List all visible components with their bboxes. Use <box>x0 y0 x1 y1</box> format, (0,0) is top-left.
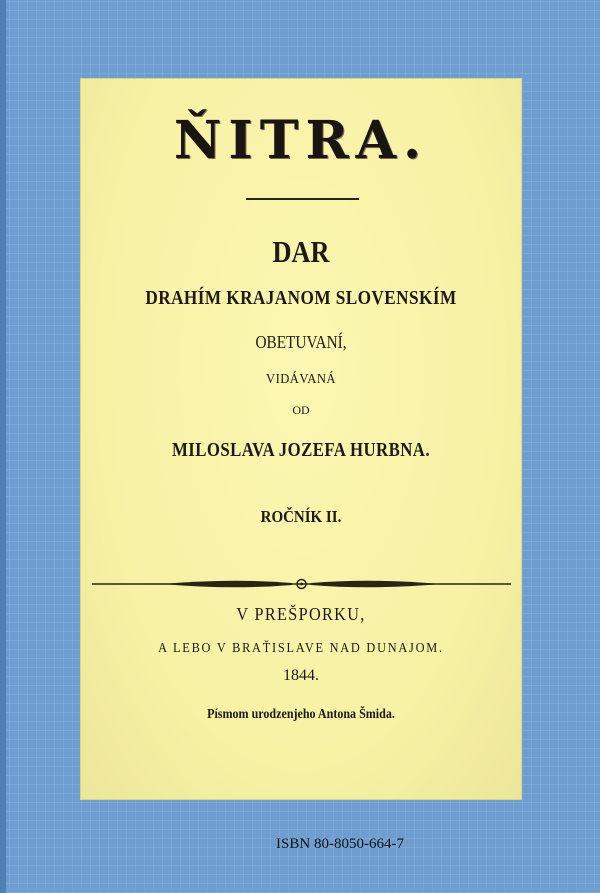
place-alternate: A LEBO V BRAŤISLAVE NAD DUNAJOM. <box>158 641 444 656</box>
title-page <box>81 79 521 799</box>
line-obetuvani: OBETUVANÍ, <box>255 332 347 352</box>
isbn-number: ISBN 80-8050-664-7 <box>276 836 404 852</box>
line-dedication: DRAHÍM KRAJANOM SLOVENSKÍM <box>145 287 457 309</box>
book-title: ŇITRA. <box>173 110 429 171</box>
volume-number: ROČNÍK II. <box>260 507 342 526</box>
title-divider <box>246 198 359 200</box>
author-name: MILOSLAVA JOZEFA HURBNA. <box>172 439 430 461</box>
cover-spine-edge <box>0 0 6 893</box>
publication-year: 1844. <box>283 667 319 684</box>
printer-line: Písmom urodzenjeho Antona Šmida. <box>207 707 395 722</box>
ornamental-divider <box>92 575 511 593</box>
line-vidavana: VIDÁVANÁ <box>266 372 336 387</box>
line-od: OD <box>292 403 310 417</box>
place-of-print: V PREŠPORKU, <box>236 604 366 624</box>
line-dar: DAR <box>272 234 330 269</box>
